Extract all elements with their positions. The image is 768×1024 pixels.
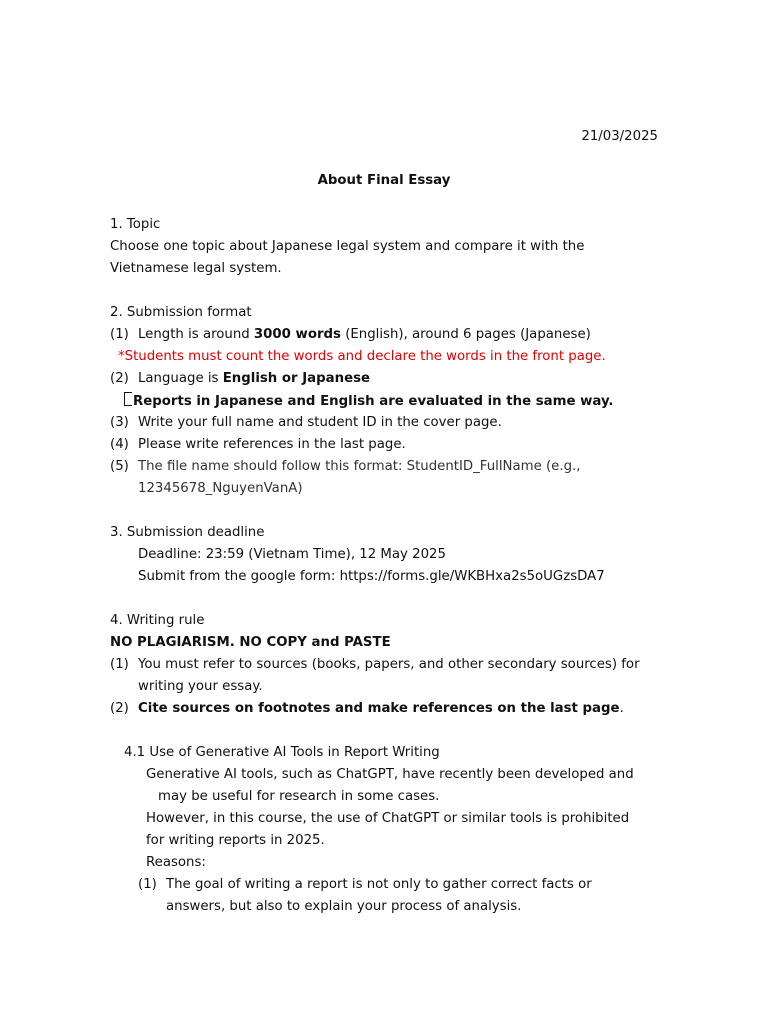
format-item-text: (English), around 6 pages (Japanese)	[340, 327, 591, 342]
section-heading-submission-format: 2. Submission format	[110, 305, 252, 320]
list-number: (1)	[110, 657, 129, 672]
rule-item-text: You must refer to sources (books, papers, and other secondary sources) for	[138, 657, 640, 672]
format-item-filename-example: 12345678_NguyenVanA)	[138, 481, 303, 496]
section-heading-topic: 1. Topic	[110, 217, 161, 232]
word-count-emphasis: 3000 words	[253, 327, 341, 342]
rule-item-sources	[110, 656, 640, 674]
list-number: (2)	[110, 371, 129, 386]
ai-item-prohibition-cont: for writing reports in 2025.	[146, 833, 325, 848]
format-item-references	[110, 436, 406, 454]
deadline-item-time	[110, 546, 446, 564]
ai-item-text: Reasons:	[146, 855, 206, 870]
subsection-heading-ai-tools: 4.1 Use of Generative AI Tools in Report Writing	[124, 745, 440, 760]
reason-item-1-cont: answers, but also to explain your process of analysis.	[166, 899, 522, 914]
rule-item-text: .	[619, 701, 624, 716]
reason-item-1	[138, 876, 592, 894]
topic-text-line-2: Vietnamese legal system.	[110, 261, 282, 276]
format-item-filename	[110, 458, 581, 476]
format-item-text: The file name should follow this format: StudentID_FullName (e.g.,	[138, 459, 581, 474]
ai-item-development-cont: may be useful for research in some cases.	[158, 789, 440, 804]
google-form-link[interactable]: Submit from the google form: https://forms.gle/WKBHxa2s5oUGzsDA7	[138, 569, 605, 584]
citation-emphasis: Cite sources on footnotes and make references on the last page	[138, 701, 620, 716]
format-item-language	[110, 370, 370, 388]
deadline-item-form	[110, 568, 605, 586]
language-evaluation-text: Reports in Japanese and English are evaluated in the same way.	[133, 394, 614, 409]
format-item-text: Please write references in the last page.	[138, 437, 406, 452]
list-number: (1)	[138, 877, 157, 892]
reason-text: The goal of writing a report is not only to gather correct facts or	[166, 877, 592, 892]
deadline-text: Deadline: 23:59 (Vietnam Time), 12 May 2025	[138, 547, 446, 562]
ai-item-development	[124, 766, 634, 784]
word-count-note: *Students must count the words and declare the words in the front page.	[118, 349, 606, 364]
topic-text-line-1: Choose one topic about Japanese legal system and compare it with the	[110, 239, 585, 254]
document-title: About Final Essay	[317, 173, 451, 188]
section-heading-writing-rule: 4. Writing rule	[110, 613, 205, 628]
format-item-length	[110, 326, 591, 344]
list-number: (3)	[110, 415, 129, 430]
ai-item-text: However, in this course, the use of ChatGPT or similar tools is prohibited	[146, 811, 630, 826]
list-number: (2)	[110, 701, 129, 716]
ai-item-reasons	[124, 854, 206, 872]
list-number: (5)	[110, 459, 129, 474]
rule-item-sources-cont: writing your essay.	[138, 679, 263, 694]
list-number: (1)	[110, 327, 129, 342]
rule-item-citations	[110, 700, 624, 718]
bracket-icon	[124, 392, 132, 406]
format-item-text: Write your full name and student ID in the cover page.	[138, 415, 502, 430]
format-item-name	[110, 414, 502, 432]
list-number: (4)	[110, 437, 129, 452]
format-item-text: Language is	[138, 371, 223, 386]
format-item-text: Length is around	[138, 327, 254, 342]
document-date: 21/03/2025	[581, 129, 658, 144]
language-emphasis: English or Japanese	[222, 371, 371, 386]
language-evaluation-note	[124, 392, 613, 411]
plagiarism-warning: NO PLAGIARISM. NO COPY and PASTE	[110, 635, 391, 650]
ai-item-prohibition	[124, 810, 629, 828]
ai-item-text: Generative AI tools, such as ChatGPT, have recently been developed and	[146, 767, 634, 782]
section-heading-deadline: 3. Submission deadline	[110, 525, 265, 540]
